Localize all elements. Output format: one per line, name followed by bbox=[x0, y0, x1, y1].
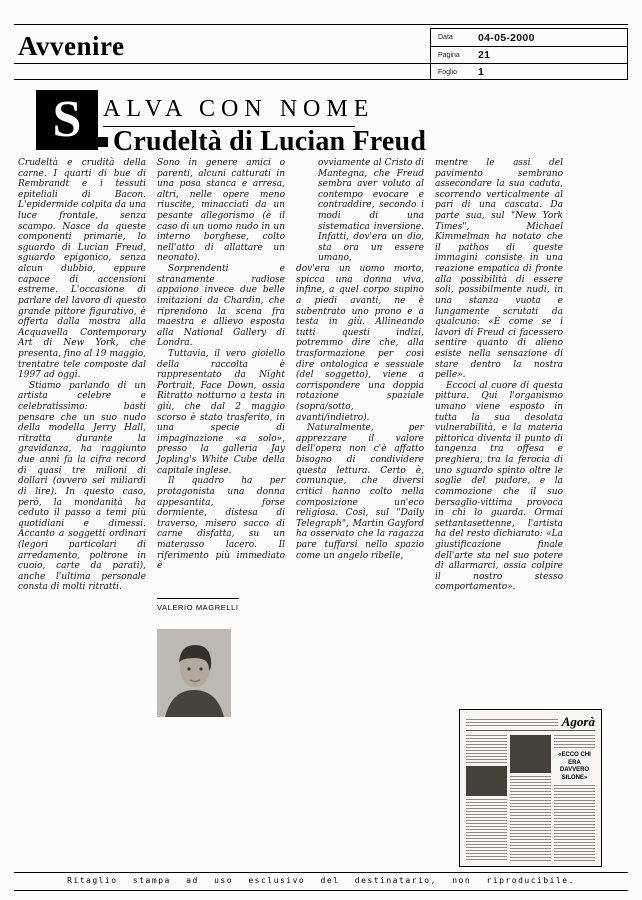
paragraph: Il quadro ha per protagonista una donna appesantita, forse dormiente, distesa di traverso, misero sacco di carne disfatta, su un materasso lacero. Il riferimento più immediato è bbox=[157, 476, 285, 572]
thumbnail-page-body bbox=[466, 735, 595, 861]
author-byline: VALERIO MAGRELLI bbox=[157, 598, 239, 613]
kicker-dropcap: S bbox=[52, 91, 82, 148]
meta-value-data: 04-05-2000 bbox=[478, 31, 535, 44]
thumbnail-section-masthead: Agorà bbox=[561, 714, 595, 729]
article-title: Crudeltà di Lucian Freud bbox=[113, 126, 427, 157]
top-rule bbox=[14, 24, 628, 25]
meta-value-foglio: 1 bbox=[478, 66, 485, 78]
thumbnail-text-stripes bbox=[510, 776, 551, 861]
thumbnail-text-stripes bbox=[466, 719, 558, 728]
author-photo bbox=[157, 629, 231, 717]
masthead-underline-rule bbox=[14, 63, 430, 64]
paragraph: Stiamo parlando di un artista celebre e celebratissimo: basti pensare che un suo nudo della modella Jerry Hall, ritratta durante la gravidanza, ha raggiunto due anni fa la cifra record di quasi tre milioni di dollari (ovvero sei miliardi di lire). In questo caso, però, la mondanità ha ceduto il passo a temi più quotidiani e dimessi. Accanto a soggetti ordinari (legori particolari di arredamento, poltrone in cuoio, carte da parati), anche l'ultima personale consta di molti ritratti. bbox=[18, 380, 146, 593]
paragraph: Tuttavia, il vero gioiello della raccolta è rappresentato da Night Portrait, Face Down, ossia Ritratto notturno a testa in giù, che dal 2 maggio scorso è stato trasferito, in una specie di impaginazione «a solo», presso la galleria Jay Jopling's White Cube della capitale inglese. bbox=[157, 348, 285, 476]
meta-label-foglio: Foglio bbox=[438, 68, 458, 76]
article-title-row bbox=[98, 128, 426, 156]
article-column-3 bbox=[296, 158, 424, 717]
article-column-4 bbox=[435, 158, 563, 717]
thumbnail-column-2 bbox=[510, 735, 551, 861]
kicker-dropcap-block bbox=[36, 90, 98, 150]
meta-label-data: Data bbox=[438, 34, 453, 41]
thumbnail-photo-block bbox=[510, 735, 551, 773]
meta-row-foglio bbox=[431, 63, 627, 80]
thumbnail-text-stripes bbox=[466, 799, 507, 861]
thumbnail-photo-block bbox=[466, 766, 507, 796]
meta-row-pagina bbox=[431, 46, 627, 63]
meta-row-data bbox=[431, 29, 627, 46]
meta-label-pagina: Pagina bbox=[438, 51, 460, 59]
paragraph: Sono in genere amici o parenti, alcuni catturati in una posa stanca e arresa, altri, nelle opere meno riuscite, minacciati da un pesante allegorismo (è il caso di un uomo nudo in un interno borghese, colto nell'atto di allattare un neonato). bbox=[157, 158, 285, 264]
thumbnail-text-stripes bbox=[554, 735, 595, 749]
thumbnail-text-stripes bbox=[466, 735, 507, 763]
paragraph: Naturalmente, per apprezzare il valore dell'opera non c'è affatto bisogno di condividere questa lettura. Certo è, comunque, che diversi critici hanno colto nella composizione un'eco religiosa. Così, sul "Daily Telegraph", Martin Gayford ha osservato che la ragazza pare tuffarsi nello spazio come un angelo ribelle, bbox=[296, 423, 424, 561]
thumbnail-headline: «ECCO CHI ERA DAVVERO SILONE» bbox=[558, 752, 591, 781]
article-columns bbox=[18, 158, 566, 717]
paragraph: Sorprendenti e stranamente radiose appaiono invece due belle imitazioni da Chardin, che riprendono la scena fra maestra e allievo esposta alla National Gallery di Londra. bbox=[157, 264, 285, 349]
footer-notice: Ritaglio stampa ad uso esclusivo del destinatario, non riproducibile. bbox=[67, 876, 575, 885]
paragraph: Eccoci al cuore di questa pittura. Qui l'organismo umano viene esposto in tutta la sua desolata vulnerabilità, e la materia pittorica diventa il punto di tangenza tra offesa e preghiera, tra la ferocia di uno sguardo spinto oltre le soglie del pudore, e la commozione che il suo bersaglio-vittima provoca in chi lo guarda. Ormai settantasettenne, l'artista ha del resto dichiarato: «La giustificazione finale dell'arte sta nel suo potere di allarmarci, ossia colpire il nostro stesso comportamento». bbox=[435, 380, 563, 593]
meta-value-pagina: 21 bbox=[478, 49, 491, 61]
kicker-text: ALVA CON NOME bbox=[103, 96, 375, 122]
author-portrait-graphic bbox=[157, 629, 231, 717]
thumbnail-text-stripes bbox=[554, 785, 595, 861]
article-column-2 bbox=[157, 158, 285, 717]
byline-block bbox=[157, 598, 285, 614]
newspaper-masthead: Avvenire bbox=[18, 31, 125, 61]
title-square-bullet bbox=[98, 137, 108, 147]
paragraph: mentre le assi del pavimento sembrano assecondare la sua caduta, scorrendo verticalmente al pari di una cascata. Da parte sua, sul "New York Times", Michael Kimmelman ha notato che il pathos di queste immagini consiste in una reazione empatica di fronte alla possibilità di essere soli, possibilmente nudi, in una stanza vuota e lungamente scrutati da qualcuno: «È come se i lavori di Freud ci facessero sentire quanto di alieno esiste nella sensazione di stare dentro la nostra pelle». bbox=[435, 158, 563, 381]
thumbnail-masthead-row bbox=[466, 715, 595, 731]
footer-rule-bottom bbox=[14, 890, 628, 891]
paragraph: Crudeltà e crudità della carne. I quarti di bue di Rembrandt e i tessuti epiteliali di Bacon. L'epidermide colpita da una luce frontale, senza scampo. Nasce da queste componenti primarie, lo sguardo di Lucian Freud, sguardo epigonico, senza alcun dubbio, eppure capace di accensioni estreme. L'occasione di parlare del lavoro di questo grande pittore figurativo, è offerta dalla mostra alla Acquavella Contemporary Art di New York, che presenta, fino al 19 maggio, trentatre tele composte dal 1997 ad oggi. bbox=[18, 158, 146, 381]
paragraph: ovviamente al Cristo di Mantegna, che Freud sembra aver voluto al contempo evocare e contraddire, secondo i modi di una sistematica inversione. Infatti, dov'era un dio, sta ora un essere umano, bbox=[318, 158, 424, 264]
thumbnail-column-1 bbox=[466, 735, 507, 861]
footer-rule-top bbox=[14, 872, 628, 873]
paragraph: dov'era un uomo morto, spicca una donna viva, infine, a quel corpo supino a piedi avanti, ne è subentrato uno prono e a testa in giù. Allineando tutti questi indizi, potremmo dire che, alla trasformazione per così dire ontologica e sessuale (del soggetto), viene a corrispondere una doppia rotazione spaziale (sopra/sotto, avanti/indietro). bbox=[296, 264, 424, 423]
article-column-1 bbox=[18, 158, 146, 717]
meta-box bbox=[430, 28, 628, 79]
thumbnail-column-3 bbox=[554, 735, 595, 861]
source-page-thumbnail bbox=[459, 709, 602, 867]
